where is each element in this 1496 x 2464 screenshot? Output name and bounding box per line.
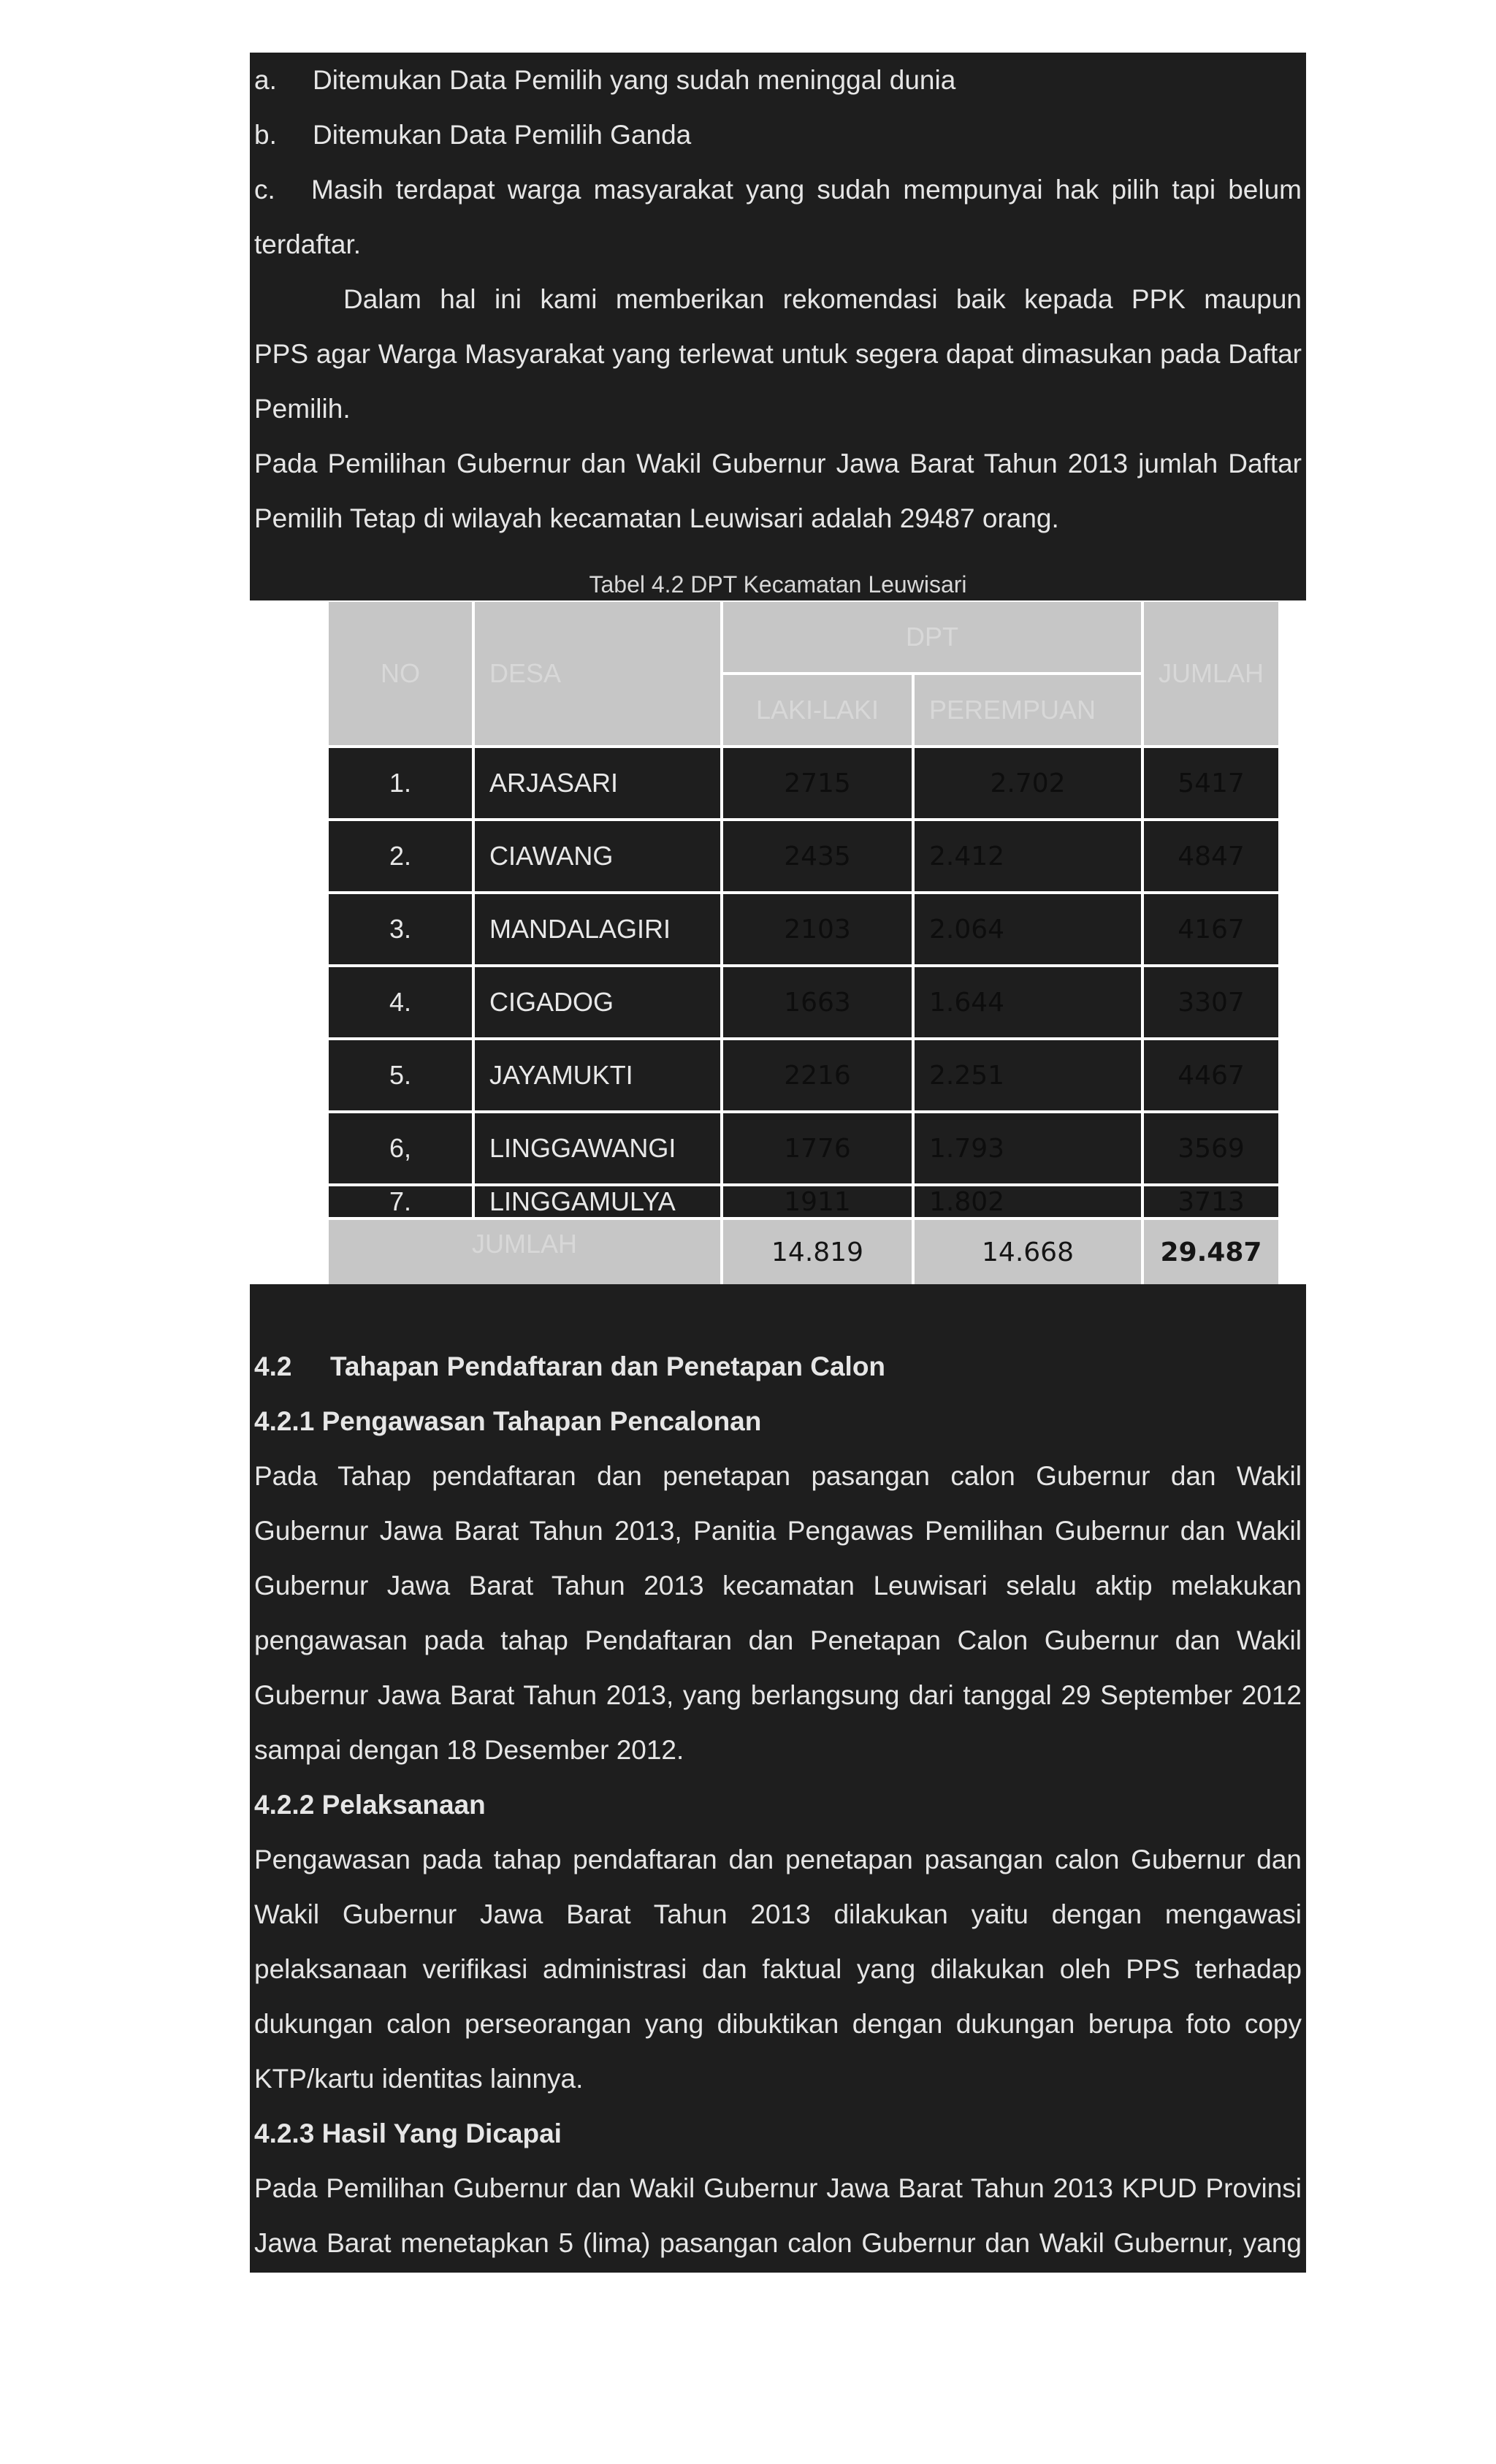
text-line: pengawasan pada tahap Pendaftaran dan Penetapan Calon Gubernur dan Wakil	[254, 1625, 1302, 1655]
cell-laki: 2103	[722, 893, 913, 966]
text-line: Pemilih Tetap di wilayah kecamatan Leuwisari adalah 29487 orang.	[254, 503, 1059, 533]
text-line: Wakil Gubernur Jawa Barat Tahun 2013 dilakukan yaitu dengan mengawasi	[254, 1899, 1302, 1929]
list-text: Ditemukan Data Pemilih Ganda	[313, 120, 692, 150]
header-dpt: DPT	[722, 600, 1142, 674]
text-line: Dalam hal ini kami memberikan rekomendasi baik kepada PPK maupun	[343, 284, 1302, 314]
text-line: Pada Pemilihan Gubernur dan Wakil Gubernur Jawa Barat Tahun 2013 KPUD Provinsi	[254, 2173, 1302, 2203]
text-line: Pada Tahap pendaftaran dan penetapan pasangan calon Gubernur dan Wakil	[254, 1461, 1302, 1491]
text-line: dukungan calon perseorangan yang dibuktikan dengan dukungan berupa foto copy	[254, 2009, 1302, 2039]
cell-no: 5.	[327, 1039, 473, 1112]
text-line: PPS agar Warga Masyarakat yang terlewat untuk segera dapat dimasukan pada Daftar	[254, 339, 1302, 369]
cell-laki: 1663	[722, 966, 913, 1039]
list-text: Ditemukan Data Pemilih yang sudah meninggal dunia	[313, 65, 956, 95]
text-line: Gubernur Jawa Barat Tahun 2013, yang berlangsung dari tanggal 29 September 2012	[254, 1680, 1302, 1710]
cell-desa: JAYAMUKTI	[473, 1039, 722, 1112]
cell-no: 3.	[327, 893, 473, 966]
cell-desa: ARJASARI	[473, 747, 722, 820]
list-text: Masih terdapat warga masyarakat yang sudah mempunyai hak pilih tapi belum	[311, 175, 1302, 205]
cell-no: 2.	[327, 820, 473, 893]
text-line: Pada Pemilihan Gubernur dan Wakil Gubernur Jawa Barat Tahun 2013 jumlah Daftar	[254, 449, 1302, 478]
cell-no: 7.	[327, 1185, 473, 1218]
cell-laki: 1911	[722, 1185, 913, 1218]
cell-laki: 2435	[722, 820, 913, 893]
list-label: a.	[254, 65, 277, 95]
section-number: 4.2	[254, 1351, 292, 1381]
cell-desa: MANDALAGIRI	[473, 893, 722, 966]
list-item-c	[254, 162, 1302, 217]
list-item-a	[254, 53, 1302, 107]
text-line: sampai dengan 18 Desember 2012.	[254, 1735, 684, 1765]
section-heading	[254, 1339, 1302, 1394]
cell-laki: 2216	[722, 1039, 913, 1112]
text-line: KTP/kartu identitas lainnya.	[254, 2064, 584, 2094]
total-laki: 14.819	[722, 1218, 913, 1286]
cell-laki: 2715	[722, 747, 913, 820]
header-desa: DESA	[473, 600, 722, 747]
cell-desa: LINGGAWANGI	[473, 1112, 722, 1185]
table-caption: Tabel 4.2 DPT Kecamatan Leuwisari	[589, 571, 967, 598]
cell-no: 4.	[327, 966, 473, 1039]
header-laki: LAKI-LAKI	[722, 674, 913, 747]
cell-jumlah: 5417	[1142, 747, 1280, 820]
cell-jumlah: 4167	[1142, 893, 1280, 966]
cell-jumlah: 4847	[1142, 820, 1280, 893]
section-block	[250, 1284, 1306, 2273]
header-jumlah: JUMLAH	[1142, 600, 1280, 747]
text-line: Pengawasan pada tahap pendaftaran dan penetapan pasangan calon Gubernur dan	[254, 1845, 1302, 1874]
cell-perempuan: 1.802	[913, 1185, 1142, 1218]
cell-jumlah: 3569	[1142, 1112, 1280, 1185]
cell-laki: 1776	[722, 1112, 913, 1185]
cell-perempuan: 2.251	[913, 1039, 1142, 1112]
header-perempuan: PEREMPUAN	[913, 674, 1142, 747]
text-line: Gubernur Jawa Barat Tahun 2013 kecamatan Leuwisari selalu aktip melakukan	[254, 1571, 1302, 1601]
cell-no: 6,	[327, 1112, 473, 1185]
text-line: terdaftar.	[254, 229, 362, 259]
cell-desa: LINGGAMULYA	[473, 1185, 722, 1218]
spacer	[254, 1284, 1302, 1339]
dpt-table	[327, 600, 1280, 1286]
total-jumlah: 29.487	[1142, 1218, 1280, 1286]
cell-jumlah: 3713	[1142, 1185, 1280, 1218]
cell-perempuan: 1.793	[913, 1112, 1142, 1185]
text-line: pelaksanaan verifikasi administrasi dan faktual yang dilakukan oleh PPS terhadap	[254, 1954, 1302, 1984]
intro-block	[250, 53, 1306, 600]
cell-perempuan: 1.644	[913, 966, 1142, 1039]
list-item-b	[254, 107, 1302, 162]
cell-perempuan: 2.064	[913, 893, 1142, 966]
text-line: Jawa Barat menetapkan 5 (lima) pasangan calon Gubernur dan Wakil Gubernur, yang	[254, 2228, 1302, 2258]
cell-no: 1.	[327, 747, 473, 820]
subsection-heading: 4.2.1 Pengawasan Tahapan Pencalonan	[254, 1406, 762, 1436]
subsection-heading: 4.2.2 Pelaksanaan	[254, 1790, 486, 1820]
cell-perempuan: 2.702	[913, 747, 1142, 820]
list-label: b.	[254, 120, 277, 150]
cell-jumlah: 4467	[1142, 1039, 1280, 1112]
section-title: Tahapan Pendaftaran dan Penetapan Calon	[330, 1351, 886, 1381]
list-label: c.	[254, 175, 275, 205]
cell-jumlah: 3307	[1142, 966, 1280, 1039]
text-line: Pemilih.	[254, 394, 351, 424]
text-line: Gubernur Jawa Barat Tahun 2013, Panitia Pengawas Pemilihan Gubernur dan Wakil	[254, 1516, 1302, 1546]
cell-desa: CIAWANG	[473, 820, 722, 893]
cell-perempuan: 2.412	[913, 820, 1142, 893]
total-label: JUMLAH	[327, 1218, 722, 1286]
total-perempuan: 14.668	[913, 1218, 1142, 1286]
header-no: NO	[327, 600, 473, 747]
subsection-heading: 4.2.3 Hasil Yang Dicapai	[254, 2118, 562, 2148]
cell-desa: CIGADOG	[473, 966, 722, 1039]
